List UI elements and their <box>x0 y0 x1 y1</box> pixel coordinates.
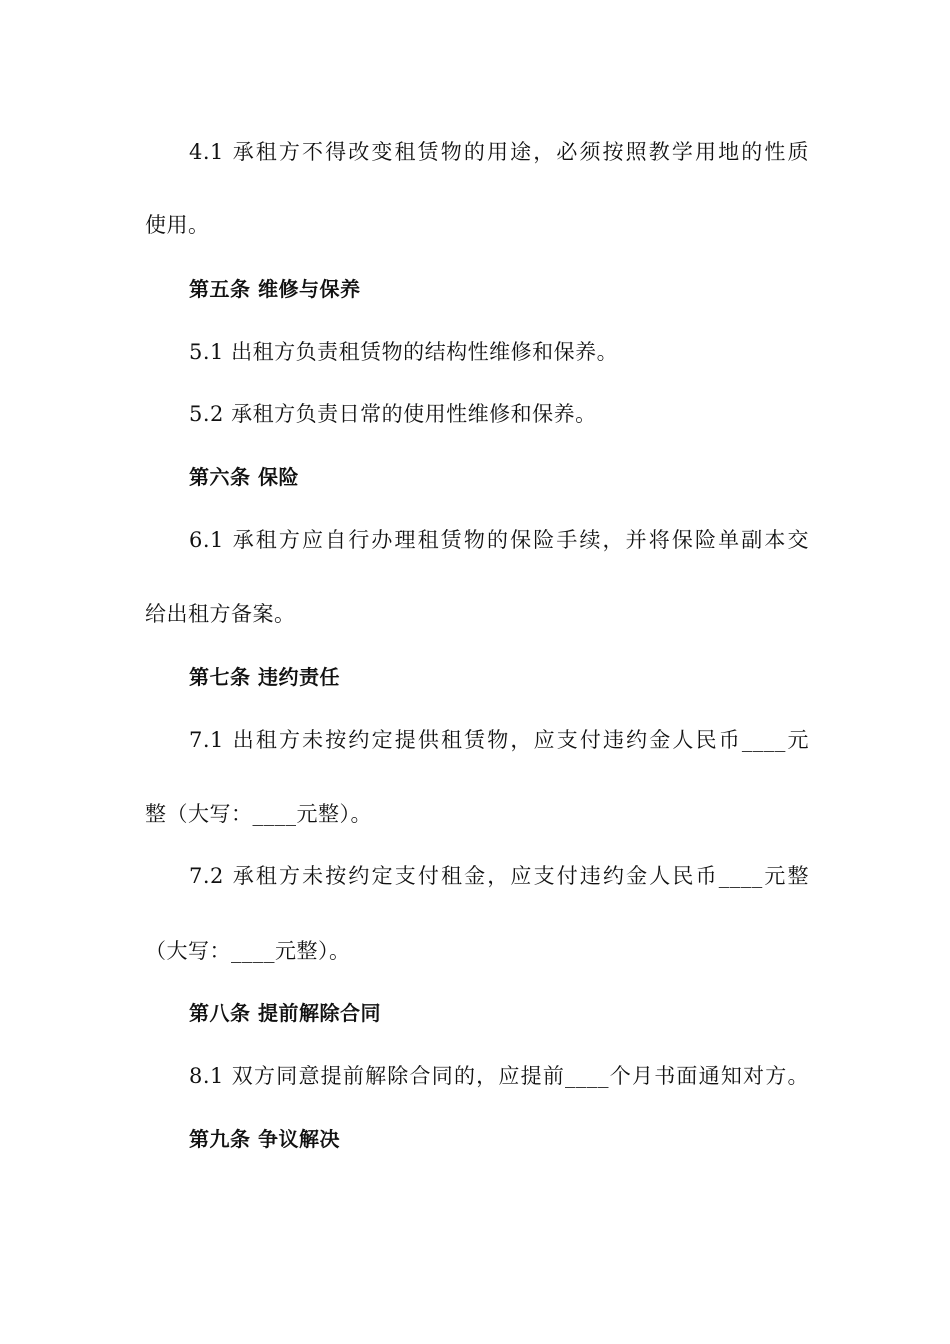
clause-4-1-line-2: 使用。 <box>145 213 210 237</box>
clause-5-2: 5.2 承租方负责日常的使用性维修和保养。 <box>189 402 597 426</box>
article-6-heading: 第六条 保险 <box>189 465 299 489</box>
clause-5-1: 5.1 出租方负责租赁物的结构性维修和保养。 <box>189 340 619 364</box>
clause-6-1-line-2: 给出租方备案。 <box>145 602 296 626</box>
clause-4-1-line-1: 4.1 承租方不得改变租赁物的用途，必须按照教学用地的性质 <box>189 140 809 164</box>
article-9-heading: 第九条 争议解决 <box>189 1127 340 1151</box>
clause-8-1: 8.1 双方同意提前解除合同的，应提前____个月书面通知对方。 <box>189 1064 809 1088</box>
clause-7-2-line-2: （大写：____元整）。 <box>145 939 351 963</box>
clause-6-1-line-1: 6.1 承租方应自行办理租赁物的保险手续，并将保险单副本交 <box>189 528 809 552</box>
article-7-heading: 第七条 违约责任 <box>189 665 340 689</box>
clause-7-1-line-2: 整（大写：____元整）。 <box>145 802 372 826</box>
clause-7-1-line-1: 7.1 出租方未按约定提供租赁物，应支付违约金人民币____元 <box>189 728 809 752</box>
clause-7-2-line-1: 7.2 承租方未按约定支付租金，应支付违约金人民币____元整 <box>189 864 809 888</box>
article-5-heading: 第五条 维修与保养 <box>189 277 361 301</box>
article-8-heading: 第八条 提前解除合同 <box>189 1001 381 1025</box>
